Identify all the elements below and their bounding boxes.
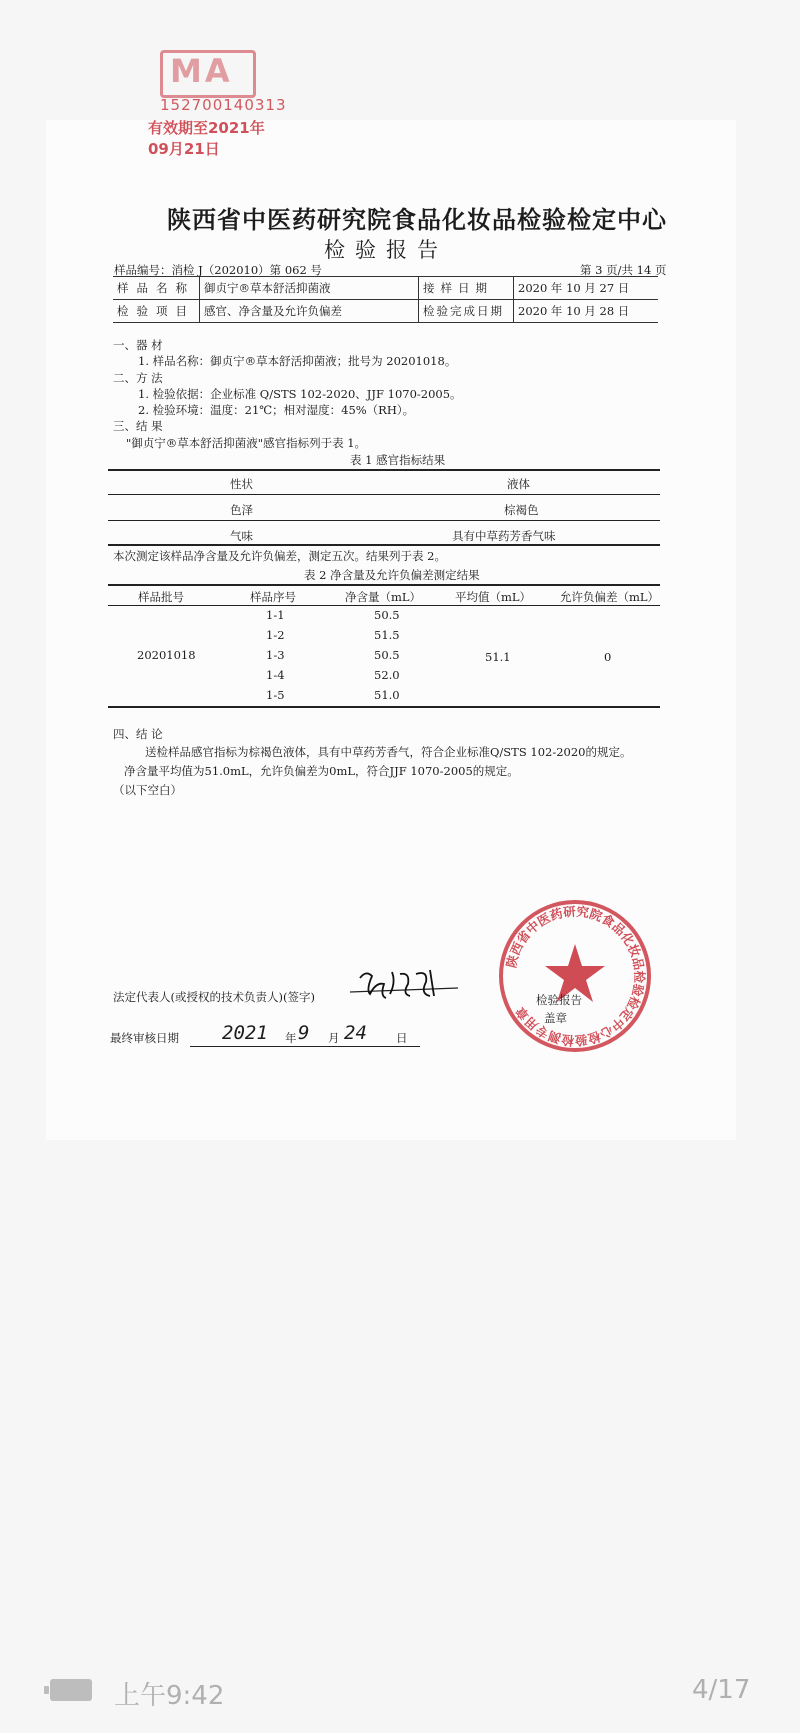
info-row: [113, 300, 658, 323]
table1-row-rule: [108, 520, 660, 521]
table2-average: 51.1: [485, 650, 511, 664]
sample-name-value: 御贞宁®草本舒活抑菌液: [200, 277, 419, 300]
table2-header-volume: 净含量（mL）: [345, 590, 422, 604]
table2-seq: 1-3: [266, 648, 285, 662]
seal-ring-text: 陕西省中医药研究院食品化妆品检验检定中心检验检测专用章: [503, 903, 648, 1049]
method-item-1: 1. 检验依据：企业标准 Q/STS 102-2020、JJF 1070-2005。: [138, 387, 462, 401]
table2-volume: 51.5: [374, 628, 400, 642]
audit-day: 24: [344, 1022, 367, 1044]
table2-caption: 表 2 净含量及允许负偏差测定结果: [304, 568, 480, 582]
table2-top-rule: [108, 584, 660, 586]
representative-signature: [340, 958, 470, 1008]
table1-value-odor: 具有中草药芳香气味: [452, 529, 556, 543]
official-seal: [495, 896, 655, 1056]
section-conclusion-title: 四、结 论: [113, 727, 163, 741]
table2-seq: 1-2: [266, 628, 285, 642]
receive-date-label: 接样日期: [419, 277, 514, 300]
report-number: 样品编号：消检 J（202010）第 062 号: [114, 263, 322, 277]
table2-seq: 1-4: [266, 668, 285, 682]
seal-note-line-2: 盖章: [544, 1011, 567, 1025]
table2-header-seq: 样品序号: [250, 590, 296, 604]
result-intro: "御贞宁®草本舒活抑菌液"感官指标列于表 1。: [126, 436, 367, 450]
info-row: [113, 277, 658, 300]
representative-label: 法定代表人(或授权的技术负责人)(签字): [113, 990, 315, 1004]
table2-seq: 1-1: [266, 608, 285, 622]
table2-header-deviation: 允许负偏差（mL）: [560, 590, 660, 604]
finish-date-label: 检验完成日期: [419, 300, 514, 323]
table2-volume: 51.0: [374, 688, 400, 702]
table1-attr-color: 色泽: [230, 503, 253, 517]
audit-year-unit: 年: [285, 1031, 297, 1045]
table1-top-rule: [108, 469, 660, 471]
method-item-2: 2. 检验环境：温度：21℃；相对湿度：45%（RH）。: [138, 403, 415, 417]
section-result-title: 三、结 果: [113, 419, 163, 433]
seal-note-line-1: 检验报告: [536, 993, 582, 1007]
table2-intro: 本次测定该样品净含量及允许负偏差，测定五次。结果列于表 2。: [113, 549, 446, 563]
table2-volume: 50.5: [374, 648, 400, 662]
audit-date-underline: [190, 1046, 420, 1047]
report-title: 检验报告: [324, 238, 448, 262]
table2-volume: 52.0: [374, 668, 400, 682]
finish-date-value: 2020 年 10 月 28 日: [514, 300, 659, 323]
sample-info-table: [113, 276, 658, 323]
table1-bottom-rule: [108, 544, 660, 546]
audit-day-unit: 日: [396, 1031, 408, 1045]
section-method-title: 二、方 法: [113, 371, 163, 385]
test-item-value: 感官、净含量及允许负偏差: [200, 300, 419, 323]
audit-month-unit: 月: [328, 1031, 340, 1045]
table1-attr-odor: 气味: [230, 529, 253, 543]
table2-header-average: 平均值（mL）: [455, 590, 532, 604]
ma-validity: 有效期至2021年09月21日: [148, 119, 265, 158]
table2-batch: 20201018: [137, 648, 196, 662]
table1-attr-appearance: 性状: [230, 477, 253, 491]
test-item-label: 检验项目: [113, 300, 200, 323]
table1-caption: 表 1 感官指标结果: [350, 453, 446, 467]
equipment-item-1: 1. 样品名称：御贞宁®草本舒活抑菌液；批号为 20201018。: [138, 354, 457, 368]
conclusion-line-1: 送检样品感官指标为棕褐色液体，具有中草药芳香气，符合企业标准Q/STS 102-2020的规定。: [145, 745, 632, 759]
sample-name-label: 样品名称: [113, 277, 200, 300]
table1-row-rule: [108, 494, 660, 495]
audit-date-label: 最终审核日期: [110, 1031, 179, 1045]
conclusion-line-2: 净含量平均值为51.0mL，允许负偏差为0mL，符合JJF 1070-2005的规定。: [124, 764, 519, 778]
table2-volume: 50.5: [374, 608, 400, 622]
battery-icon: [50, 1679, 92, 1701]
page-indicator[interactable]: 4/17: [692, 1675, 751, 1705]
institute-title: 陕西省中医药研究院食品化妆品检验检定中心: [167, 206, 667, 234]
table2-header-rule: [108, 605, 660, 606]
table2-header-batch: 样品批号: [138, 590, 184, 604]
page-info: 第 3 页/共 14 页: [580, 263, 667, 277]
table1-value-appearance: 液体: [507, 477, 530, 491]
audit-year: 2021: [222, 1022, 268, 1044]
table2-seq: 1-5: [266, 688, 285, 702]
table2-bottom-rule: [108, 706, 660, 708]
audit-month: 9: [298, 1022, 310, 1044]
section-equipment-title: 一、器 材: [113, 338, 163, 352]
receive-date-value: 2020 年 10 月 27 日: [514, 277, 659, 300]
ma-certification-stamp: [98, 50, 287, 200]
ma-logo: MA: [170, 52, 233, 90]
status-time: 上午9:42: [114, 1681, 225, 1711]
table1-value-color: 棕褐色: [504, 503, 539, 517]
ma-cert-number: 152700140313: [160, 96, 287, 114]
blank-note: （以下空白）: [113, 783, 182, 797]
table2-deviation: 0: [604, 650, 612, 664]
